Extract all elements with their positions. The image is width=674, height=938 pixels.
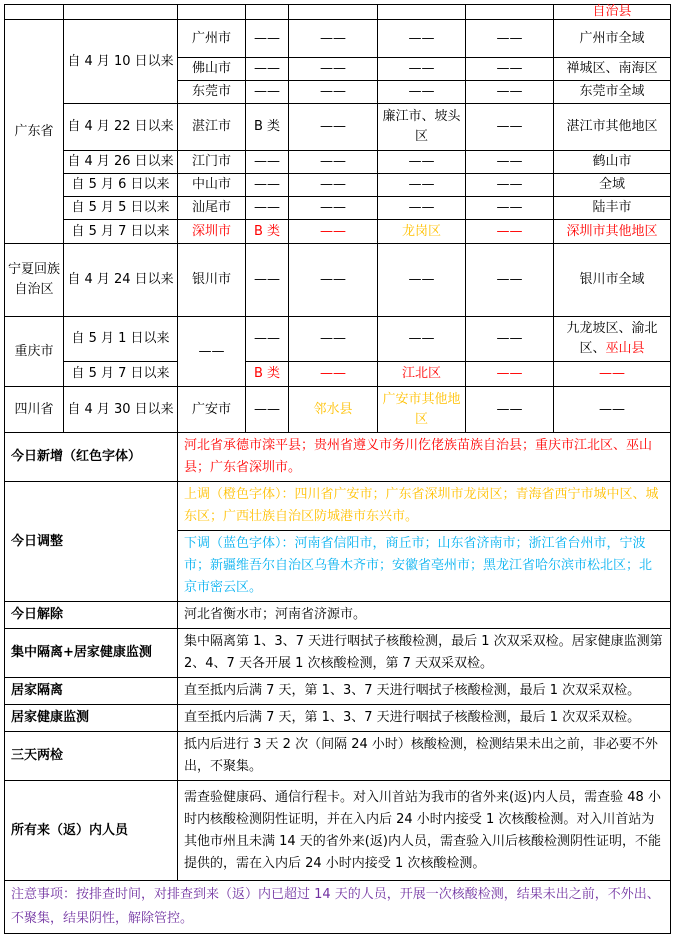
value-cell: —— (246, 317, 289, 362)
value-cell: —— (466, 104, 554, 151)
home-monitoring-content: 直至抵内后满 7 天，第 1、3、7 天进行咽拭子核酸检测，最后 1 次双采双检。 (178, 705, 671, 732)
province-cell (5, 5, 64, 20)
city-cell: 湛江市 (178, 104, 246, 151)
province-cell: 宁夏回族自治区 (5, 244, 64, 317)
table-row (5, 781, 671, 881)
area-cell: 东莞市全域 (554, 81, 671, 104)
date-range-cell: 自 4 月 10 日以来 (64, 20, 178, 104)
value-cell (466, 5, 554, 20)
value-cell: —— (289, 317, 378, 362)
value-cell: —— (289, 362, 378, 387)
value-cell: —— (466, 362, 554, 387)
lifted-today-content: 河北省衡水市；河南省济源市。 (178, 602, 671, 629)
area-cell: 陆丰市 (554, 197, 671, 220)
date-range-cell: 自 5 月 1 日以来 (64, 317, 178, 362)
value-cell: B 类 (246, 362, 289, 387)
province-cell: 广东省 (5, 20, 64, 244)
control-measures-table (4, 4, 671, 934)
value-cell: —— (378, 151, 466, 174)
city-cell: 广安市 (178, 387, 246, 433)
value-cell: —— (289, 58, 378, 81)
table-row (5, 220, 671, 244)
city-cell (178, 5, 246, 20)
new-today-content: 河北省承德市滦平县；贵州省遵义市务川仡佬族苗族自治县；重庆市江北区、巫山县；广东省深圳市。 (178, 433, 671, 482)
value-cell: —— (289, 81, 378, 104)
table-row (5, 5, 671, 20)
value-cell: B 类 (246, 104, 289, 151)
value-cell: —— (289, 20, 378, 58)
date-range-cell: 自 4 月 30 日以来 (64, 387, 178, 433)
value-cell: —— (246, 197, 289, 220)
value-cell: —— (378, 174, 466, 197)
table-row (5, 881, 671, 934)
adjusted-today-label: 今日调整 (5, 482, 178, 602)
value-cell: 广安市其他地区 (378, 387, 466, 433)
value-cell: —— (289, 151, 378, 174)
value-cell: B 类 (246, 220, 289, 244)
table-row (5, 151, 671, 174)
value-cell: —— (246, 244, 289, 317)
area-cell: 深圳市其他地区 (554, 220, 671, 244)
home-monitoring-label: 居家健康监测 (5, 705, 178, 732)
date-range-cell: 自 5 月 7 日以来 (64, 220, 178, 244)
province-cell: 重庆市 (5, 317, 64, 387)
value-cell: —— (246, 174, 289, 197)
upgraded-content: 上调（橙色字体）：四川省广安市；广东省深圳市龙岗区；青海省西宁市城中区、城东区；广西壮族自治区防城港市东兴市。 (178, 482, 671, 531)
area-cell: 湛江市其他地区 (554, 104, 671, 151)
value-cell: —— (378, 20, 466, 58)
value-cell: —— (289, 104, 378, 151)
city-cell: 江门市 (178, 151, 246, 174)
area-cell: —— (554, 362, 671, 387)
value-cell: —— (378, 244, 466, 317)
new-today-label: 今日新增（红色字体） (5, 433, 178, 482)
table-row (5, 732, 671, 781)
table-row (5, 20, 671, 58)
date-range-cell: 自 5 月 5 日以来 (64, 197, 178, 220)
all-arrivals-content: 需查验健康码、通信行程卡。对入川首站为我市的省外来(返)内人员，需查验 48 小时内核酸检测阴性证明，并在入内后 24 小时内接受 1 次核酸检测。对入川首站为其他市州且未满 14 天的省外来(返)内人员，需查验入川后核酸检测阴性证明，不能提供的，需在入内后 24 小时内接受 1 次核酸检测。 (178, 781, 671, 881)
date-range-cell: 自 4 月 26 日以来 (64, 151, 178, 174)
date-range-cell: 自 5 月 6 日以来 (64, 174, 178, 197)
value-cell: —— (246, 81, 289, 104)
value-cell: —— (466, 58, 554, 81)
value-cell: —— (466, 220, 554, 244)
value-cell: —— (466, 20, 554, 58)
date-range-cell: 自 4 月 24 日以来 (64, 244, 178, 317)
value-cell: —— (466, 174, 554, 197)
area-cell: 全域 (554, 174, 671, 197)
value-cell: —— (289, 244, 378, 317)
value-cell: —— (466, 81, 554, 104)
value-cell: —— (246, 387, 289, 433)
city-cell: 东莞市 (178, 81, 246, 104)
area-cell: 广州市全域 (554, 20, 671, 58)
value-cell (246, 5, 289, 20)
city-cell: 中山市 (178, 174, 246, 197)
table-row (5, 244, 671, 317)
value-cell: —— (378, 197, 466, 220)
table-row (5, 362, 671, 387)
table-row (5, 678, 671, 705)
value-cell: —— (378, 58, 466, 81)
table-row (5, 387, 671, 433)
value-cell: —— (246, 151, 289, 174)
value-cell (378, 5, 466, 20)
area-cell: 银川市全域 (554, 244, 671, 317)
notice-text: 注意事项：按排查时间，对排查到来（返）内已超过 14 天的人员，开展一次核酸检测，结果未出之前，不外出、不聚集，结果阴性，解除管控。 (5, 881, 671, 934)
value-cell: —— (289, 174, 378, 197)
city-cell: 广州市 (178, 20, 246, 58)
area-cell: 禅城区、南海区 (554, 58, 671, 81)
table-row (5, 705, 671, 732)
value-cell: —— (466, 244, 554, 317)
area-cell: —— (554, 387, 671, 433)
value-cell (289, 5, 378, 20)
city-cell: 深圳市 (178, 220, 246, 244)
downgraded-content: 下调（蓝色字体）：河南省信阳市，商丘市；山东省济南市；浙江省台州市，宁波市；新疆维吾尔自治区乌鲁木齐市；安徽省亳州市；黑龙江省哈尔滨市松北区；北京市密云区。 (178, 531, 671, 602)
area-cell (554, 317, 671, 362)
lifted-today-label: 今日解除 (5, 602, 178, 629)
value-cell: —— (246, 20, 289, 58)
table-row (5, 602, 671, 629)
value-cell: —— (289, 197, 378, 220)
table-row (5, 629, 671, 678)
home-quarantine-content: 直至抵内后满 7 天，第 1、3、7 天进行咽拭子核酸检测，最后 1 次双采双检。 (178, 678, 671, 705)
area-cell: 鹤山市 (554, 151, 671, 174)
table-row (5, 197, 671, 220)
date-range-cell: 自 4 月 22 日以来 (64, 104, 178, 151)
table-row (5, 174, 671, 197)
value-cell: —— (289, 220, 378, 244)
province-cell: 四川省 (5, 387, 64, 433)
table-row (5, 482, 671, 531)
value-cell: —— (246, 58, 289, 81)
centralized-quarantine-label: 集中隔离+居家健康监测 (5, 629, 178, 678)
table-row (5, 433, 671, 482)
value-cell: —— (378, 81, 466, 104)
three-day-two-test-label: 三天两检 (5, 732, 178, 781)
centralized-quarantine-content: 集中隔离第 1、3、7 天进行咽拭子核酸检测，最后 1 次双采双检。居家健康监测第 2、4、7 天各开展 1 次核酸检测，第 7 天双采双检。 (178, 629, 671, 678)
value-cell: —— (466, 387, 554, 433)
value-cell: —— (466, 151, 554, 174)
city-cell: 佛山市 (178, 58, 246, 81)
table-row (5, 317, 671, 362)
city-cell: 银川市 (178, 244, 246, 317)
all-arrivals-label: 所有来（返）内人员 (5, 781, 178, 881)
city-cell: 汕尾市 (178, 197, 246, 220)
area-cell: 自治县 (554, 5, 671, 20)
date-range-cell (64, 5, 178, 20)
value-cell: —— (466, 197, 554, 220)
area-text: 九龙坡区、渝北区、 (566, 321, 658, 356)
value-cell: 龙岗区 (378, 220, 466, 244)
value-cell: —— (378, 317, 466, 362)
value-cell: 廉江市、坡头区 (378, 104, 466, 151)
home-quarantine-label: 居家隔离 (5, 678, 178, 705)
value-cell: 江北区 (378, 362, 466, 387)
date-range-cell: 自 5 月 7 日以来 (64, 362, 178, 387)
city-cell: —— (178, 317, 246, 387)
value-cell: 邻水县 (289, 387, 378, 433)
value-cell: —— (466, 317, 554, 362)
table-row (5, 104, 671, 151)
three-day-two-test-content: 抵内后进行 3 天 2 次（间隔 24 小时）核酸检测，检测结果未出之前，非必要不外出，不聚集。 (178, 732, 671, 781)
area-text-highlight: 巫山县 (605, 341, 645, 356)
